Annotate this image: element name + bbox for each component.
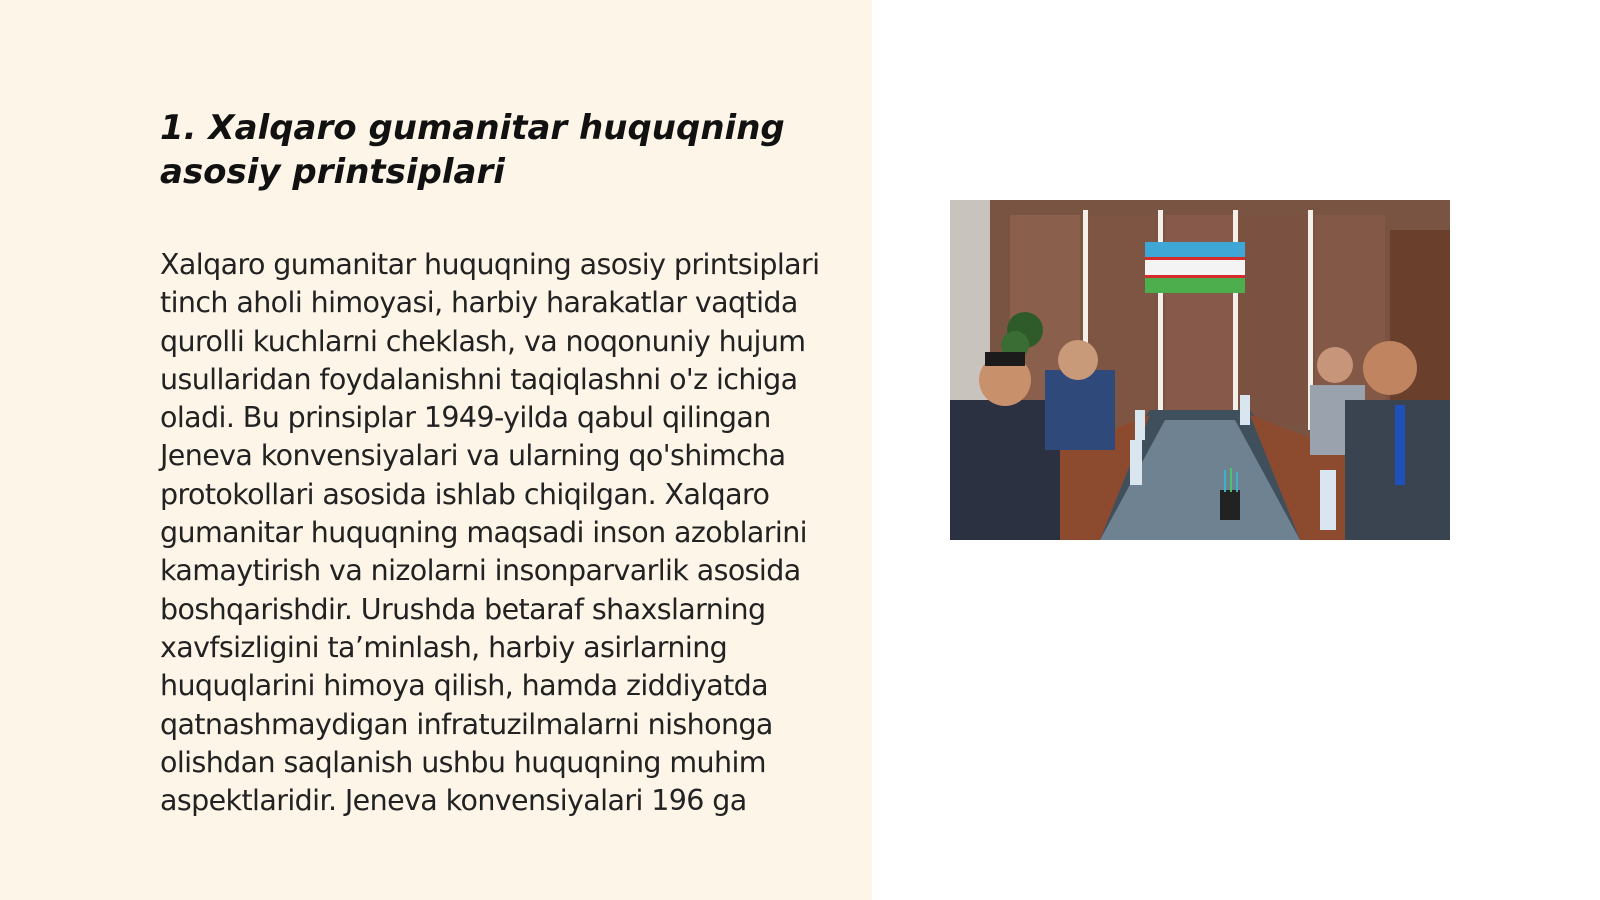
meeting-photo: [950, 200, 1450, 540]
slide-body-text: Xalqaro gumanitar huquqning asosiy printsiplari tinch aholi himoyasi, harbiy harakatlar vaqtida qurolli kuchlarni cheklash, va noqonuniy hujum usullaridan foydalanishni taqiqlashni o'z ichiga oladi. Bu prinsiplar 1949-yilda qabul qilingan Jeneva konvensiyalari va ularning qo'shimcha protokollari asosida ishlab chiqilgan. Xalqaro gumanitar huquqning maqsadi inson azoblarini kamaytirish va nizolarni insonparvarlik asosida boshqarishdir. Urushda betaraf shaxslarning xavfsizligini ta’minlash, harbiy asirlarning huquqlarini himoya qilish, hamda ziddiyatda qatnashmaydigan infratuzilmalarni nishonga olishdan saqlanish ushbu huquqning muhim aspektlaridir. Jeneva konvensiyalari 196 ga: [160, 248, 820, 818]
meeting-photo-illustration: [950, 200, 1450, 540]
slide-title: 1. Xalqaro gumanitar huquqning asosiy printsiplari: [160, 108, 785, 192]
